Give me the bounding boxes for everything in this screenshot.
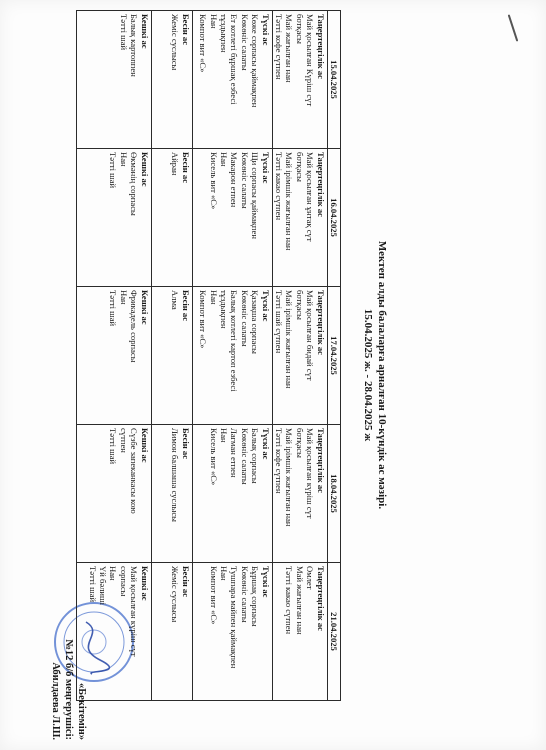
meal-title: Бесін ас xyxy=(180,290,191,322)
dish: тұздықпен xyxy=(218,290,229,329)
dish: Компот вит «С» xyxy=(198,290,209,349)
meal-title: Таңертеңгілік ас xyxy=(315,428,326,493)
meal-title: Кешкі ас xyxy=(139,152,150,187)
dish: Лагман етпен xyxy=(229,428,240,478)
meal-title: Кешкі ас xyxy=(139,566,150,601)
breakfast-cell xyxy=(272,149,327,287)
meal-title: Таңертеңгілік ас xyxy=(315,14,326,79)
lunch-cell xyxy=(192,287,272,425)
meal-title: Түскі ас xyxy=(260,566,271,598)
dinner-cell xyxy=(76,11,151,149)
dish: Жеміс суслысы xyxy=(170,14,181,71)
dish: сорпасы xyxy=(118,566,129,597)
day-date: 17.04.2025 xyxy=(327,287,340,425)
dish: Кисель вит «С» xyxy=(208,428,219,486)
dish: Май жағылған нан xyxy=(284,14,295,83)
dish: Май ірімшік жағылған нан xyxy=(284,428,295,527)
dish: Компот вит «С» xyxy=(208,566,219,625)
menu-table xyxy=(76,10,341,701)
approval-line-1: «Бекітемін» xyxy=(76,682,87,740)
dish: Нан xyxy=(108,566,119,581)
approval-line-2: №12 б/б меңгерушісі: xyxy=(63,639,74,740)
dish: Қазақша сорпасы xyxy=(250,290,261,354)
breakfast-row xyxy=(272,11,327,701)
lunch-row xyxy=(192,11,272,701)
dish: Компот вит «С» xyxy=(198,14,209,73)
dish: Көкөніс салаты xyxy=(239,152,250,209)
dish: Тәтті кофе сүтпен xyxy=(273,428,284,494)
dish: Тәтті шай xyxy=(87,566,98,603)
dish: Ет котлеті бұршақ езбесі xyxy=(229,14,240,105)
dish: Тәтті шай сүтпен xyxy=(273,290,284,354)
snack-row xyxy=(151,11,192,701)
dish: Омлет xyxy=(305,566,316,590)
lunch-cell xyxy=(192,425,272,563)
day-date: 18.04.2025 xyxy=(327,425,340,563)
meal-title: Бесін ас xyxy=(180,14,191,46)
dish: Нан xyxy=(218,428,229,443)
dish: Көкөніс салаты xyxy=(239,428,250,485)
meal-title: Кешкі ас xyxy=(139,428,150,463)
day-date: 16.04.2025 xyxy=(327,149,340,287)
day-date: 21.04.2025 xyxy=(327,563,340,701)
breakfast-cell xyxy=(272,425,327,563)
dish: Тәтті какао сүтпен xyxy=(284,566,295,635)
dish: ботқасы xyxy=(294,290,305,320)
dish: Балық сорпасы xyxy=(250,428,261,484)
meal-title: Кешкі ас xyxy=(139,14,150,49)
meal-title: Түскі ас xyxy=(260,152,271,184)
dish: Тәтті какао сүтпен xyxy=(273,152,284,221)
dish: Тәтті шай xyxy=(108,428,119,465)
dish: сүтпен xyxy=(118,428,129,453)
meal-title: Таңертеңгілік ас xyxy=(315,290,326,355)
dish: Лимон балшаша суслысы xyxy=(170,428,181,522)
dish: Алма xyxy=(170,290,181,310)
dish: Нан xyxy=(118,290,129,305)
breakfast-cell xyxy=(272,11,327,149)
dish: Көкөніс салаты xyxy=(239,14,250,71)
dish: Сүзбе запеканкасы кою xyxy=(129,428,140,514)
dish: Май қосылған Күріш сүт xyxy=(305,14,316,107)
day-date: 15.04.2025 xyxy=(327,11,340,149)
dish: Тушпара майпен қаймақпен xyxy=(229,566,240,669)
dish: Нан xyxy=(218,152,229,167)
dish: Май қосылған күріш сүт xyxy=(305,428,316,519)
meal-title: Бесін ас xyxy=(180,428,191,460)
dish: ботқасы xyxy=(294,14,305,44)
meal-title: Бесін ас xyxy=(180,152,191,184)
dish: Тәтті шай xyxy=(118,14,129,51)
meal-title: Бесін ас xyxy=(180,566,191,598)
dish: Май қосылған күріш сүт xyxy=(129,566,140,657)
dish: Май жағылған нан xyxy=(294,566,305,635)
lunch-cell xyxy=(192,11,272,149)
meal-title: Таңертеңгілік ас xyxy=(315,152,326,217)
dinner-cell xyxy=(76,287,151,425)
dish: Көже сорпасы қаймақпен xyxy=(250,14,261,108)
snack-cell xyxy=(151,563,192,701)
dish: Щи сорпасы қаймақпен xyxy=(250,152,261,239)
dinner-cell xyxy=(76,563,151,701)
dish: Бұршақ сорпасы xyxy=(250,566,261,627)
dish: Нан xyxy=(208,14,219,29)
dish: тұздықпен xyxy=(218,14,229,53)
dish: Өкмәнің сорпасы xyxy=(129,152,140,216)
meal-title: Түскі ас xyxy=(260,14,271,46)
meal-title: Таңертеңгілік ас xyxy=(315,566,326,631)
dish: Макарон етпен xyxy=(229,152,240,208)
dinner-cell xyxy=(76,149,151,287)
dish: Балық котлеті картоп езбесі xyxy=(229,290,240,392)
dish: Көкөніс салаты xyxy=(239,290,250,347)
dinner-cell xyxy=(76,425,151,563)
meal-title: Түскі ас xyxy=(260,290,271,322)
dish: Нан xyxy=(118,152,129,167)
snack-cell xyxy=(151,287,192,425)
dish: Нан xyxy=(218,566,229,581)
lunch-cell xyxy=(192,149,272,287)
approval-line-3: Абилдаева Л.Ш. xyxy=(50,662,61,740)
dish: Үй бәлиші xyxy=(97,566,108,606)
breakfast-cell xyxy=(272,563,327,701)
dish: Фрикадель сорпасы xyxy=(129,290,140,363)
lunch-cell xyxy=(192,563,272,701)
dish: Тәтті кофе сүтпен xyxy=(273,14,284,80)
dish: ботқасы xyxy=(294,428,305,458)
dish: Тәтті шай xyxy=(108,152,119,189)
table-header-row xyxy=(327,11,340,701)
dish: ботқасы xyxy=(294,152,305,182)
dish: Балық картоппен xyxy=(129,14,140,77)
breakfast-cell xyxy=(272,287,327,425)
dish: Май қосылған бидай сүт xyxy=(305,290,316,381)
dish: Жеміс суслысы xyxy=(170,566,181,623)
snack-cell xyxy=(151,425,192,563)
dish: Май ірімшік жағылған нан xyxy=(284,152,295,251)
dish: Айран xyxy=(170,152,181,176)
document-subtitle: 15.04.2025 ж. - 28.04.2025 ж xyxy=(362,308,374,442)
dish: Көкөніс салаты xyxy=(239,566,250,623)
dish: Май ірімшік жағылған нан xyxy=(284,290,295,389)
dish: Нан xyxy=(208,290,219,305)
snack-cell xyxy=(151,11,192,149)
dish: Кисель вит «С» xyxy=(208,152,219,210)
dinner-row xyxy=(76,11,151,701)
document-title: Мектеп алды балаларға арналған 10-күндік ас мәзірі. xyxy=(376,240,388,510)
meal-title: Кешкі ас xyxy=(139,290,150,325)
dish: Май қосылған ұнтақ сүт xyxy=(305,152,316,242)
dish: Тәтті шай xyxy=(108,290,119,327)
meal-title: Түскі ас xyxy=(260,428,271,460)
snack-cell xyxy=(151,149,192,287)
